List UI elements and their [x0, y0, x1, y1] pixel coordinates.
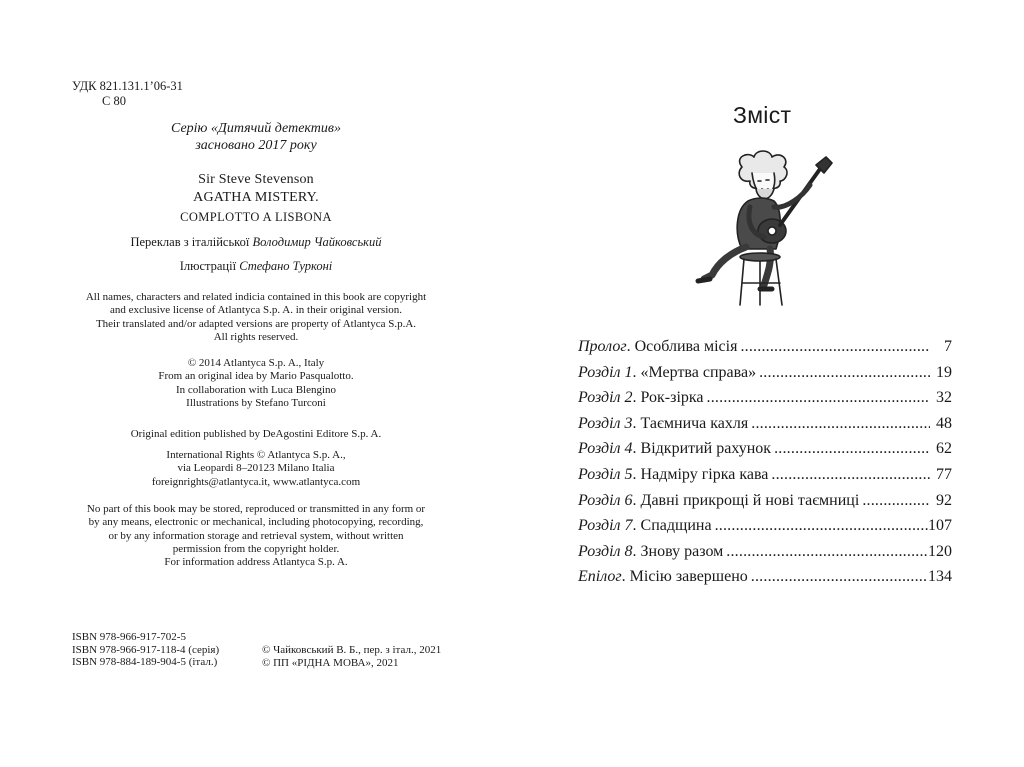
toc-entry-page: 134 — [928, 568, 952, 586]
toc-leader-dots — [771, 440, 930, 458]
legal-line: or by any information storage and retrieval system, without written — [108, 529, 404, 542]
toc-entry-title: «Мертва справа» — [640, 363, 757, 381]
toc-entry-page: 32 — [936, 389, 952, 407]
toc-entry-label: Розділ 7 — [578, 517, 633, 535]
toc-entry-title: Знову разом — [640, 542, 724, 560]
toc-leader-dots — [712, 517, 928, 535]
toc-entry[interactable]: Розділ 6 . Давні прикрощі й нові таємниці . . . 92 — [578, 492, 952, 518]
toc-entry[interactable]: Розділ 4 . Відкритий рахунок . . . 62 — [578, 440, 952, 466]
toc-entry-label: Епілог — [578, 568, 622, 586]
toc-entry-label: Розділ 5 — [578, 465, 633, 483]
book-credits — [0, 171, 512, 207]
legal-line: permission from the copyright holder. — [172, 542, 340, 555]
legal-line: Their translated and/or adapted versions are property of Atlantyca S.p.A. — [95, 317, 417, 330]
toc-entry-page: 77 — [936, 465, 952, 483]
illustrator-name: Стефано Турконі — [239, 259, 333, 273]
isbn-line: ISBN 978-966-917-118-4 (серія) — [72, 643, 220, 656]
translator-prefix: Переклав з італійської — [130, 235, 250, 249]
legal-line: In collaboration with Luca Blengino — [175, 383, 337, 396]
series-line-2: засновано 2017 року — [195, 138, 317, 153]
toc-title: Зміст — [733, 102, 792, 128]
legal-line: by any means, electronic or mechanical, including photocopying, recording, — [88, 516, 424, 529]
copyright-line: © Чайковський В. Б., пер. з італ., 2021 — [262, 644, 442, 656]
isbn-block — [72, 631, 219, 669]
toc-entry[interactable]: Розділ 3 . Таємнича кахля . . . 48 — [578, 415, 952, 441]
toc-entry-label: Розділ 2 — [578, 389, 633, 407]
isbn-line: ISBN 978-884-189-904-5 (італ.) — [72, 656, 218, 669]
legal-line: All names, characters and related indicia contained in this book are copyright — [85, 291, 427, 303]
toc-entry-label: Розділ 1 — [578, 363, 633, 381]
illustrator-credit — [0, 259, 512, 274]
udk-block — [72, 79, 183, 109]
isbn-line: ISBN 978-966-917-702-5 — [72, 631, 186, 643]
toc-entry-page: 120 — [928, 542, 952, 560]
author-mark: С 80 — [102, 94, 126, 108]
toc-entry-label: Розділ 8 — [578, 542, 633, 560]
toc-leader-dots — [737, 338, 930, 356]
guitarist-illustration — [690, 145, 840, 310]
book-subtitle: COMPLOTTO A LISBONA — [180, 210, 332, 224]
copyright-line: © ПП «РІДНА МОВА», 2021 — [262, 656, 399, 669]
toc-entry-title: Місію завершено — [629, 568, 748, 586]
series-note — [0, 120, 512, 154]
toc-entry-title: Рок-зірка — [640, 389, 704, 407]
toc-entry-page: 92 — [936, 491, 952, 509]
toc-entry[interactable]: Розділ 2 . Рок-зірка . . . 32 — [578, 389, 952, 415]
toc-entry-label: Пролог — [578, 338, 627, 355]
legal-line: and exclusive license of Atlantyca S.p. A. in their original version. — [109, 304, 403, 317]
udk-code: УДК 821.131.1’06-31 — [72, 79, 183, 93]
toc-entry[interactable]: Пролог . Особлива місія . . . 7 — [578, 338, 952, 364]
table-of-contents — [578, 338, 952, 594]
reproduction-notice — [0, 503, 512, 569]
copyright-block — [262, 644, 441, 669]
toc-entry-page: 62 — [936, 440, 952, 458]
toc-entry-title: Спадщина — [640, 517, 712, 535]
toc-entry-label: Розділ 6 — [578, 491, 633, 509]
toc-entry-page: 7 — [944, 338, 952, 355]
legal-line: via Leopardi 8–20123 Milano Italia — [177, 462, 335, 475]
toc-entry[interactable]: Розділ 1 . «Мертва справа» . . . 19 — [578, 364, 952, 390]
translator-credit — [0, 235, 512, 250]
toc-entry[interactable]: Розділ 5 . Надміру гірка кава . . . 77 — [578, 466, 952, 492]
toc-entry-title: Особлива місія — [634, 338, 738, 355]
toc-leader-dots — [768, 466, 930, 484]
toc-entry-title: Таємнича кахля — [640, 414, 749, 432]
toc-leader-dots — [704, 389, 930, 407]
legal-line: International Rights © Atlantyca S.p. A., — [166, 449, 346, 461]
toc-entry-title: Давні прикрощі й нові таємниці — [640, 491, 860, 509]
toc-leader-dots — [723, 543, 928, 561]
toc-entry-title: Відкритий рахунок — [640, 440, 772, 458]
toc-entry-page: 19 — [936, 363, 952, 381]
toc-leader-dots — [748, 415, 930, 433]
original-edition-note: Original edition published by DeAgostini Editore S.p. A. — [130, 428, 382, 440]
toc-leader-dots — [756, 364, 930, 382]
legal-line: No part of this book may be stored, reproduced or transmitted in any form or — [86, 503, 426, 515]
legal-line: foreignrights@atlantyca.it, www.atlantyca.com — [151, 475, 361, 488]
original-credits — [0, 357, 512, 410]
illustrator-prefix: Ілюстрації — [179, 259, 237, 273]
toc-entry-page: 107 — [928, 517, 952, 535]
toc-entry[interactable]: Розділ 7 . Спадщина . . . 107 — [578, 517, 952, 543]
toc-entry-title: Надміру гірка кава — [640, 465, 769, 483]
book-title: AGATHA MISTERY. — [193, 190, 319, 205]
legal-line: For information address Atlantyca S.p. A. — [164, 556, 348, 569]
translator-name: Володимир Чайковський — [252, 235, 382, 249]
toc-entry[interactable]: Розділ 8 . Знову разом . . . 120 — [578, 543, 952, 569]
series-line-1: Серію «Дитячий детектив» — [171, 121, 341, 136]
toc-entry-label: Розділ 4 — [578, 440, 633, 458]
legal-line: © 2014 Atlantyca S.p. A., Italy — [187, 357, 325, 369]
international-rights — [0, 449, 512, 489]
author-name: Sir Steve Stevenson — [198, 172, 314, 187]
legal-rights-notice — [0, 291, 512, 344]
legal-line: All rights reserved. — [213, 330, 299, 343]
toc-leader-dots — [859, 492, 930, 510]
legal-line: From an original idea by Mario Pasqualotto. — [158, 370, 354, 383]
toc-entry-label: Розділ 3 — [578, 414, 633, 432]
toc-entry[interactable]: Епілог . Місію завершено . . . 134 — [578, 568, 952, 594]
toc-leader-dots — [748, 568, 928, 586]
legal-line: Illustrations by Stefano Turconi — [186, 396, 326, 409]
toc-entry-page: 48 — [936, 414, 952, 432]
